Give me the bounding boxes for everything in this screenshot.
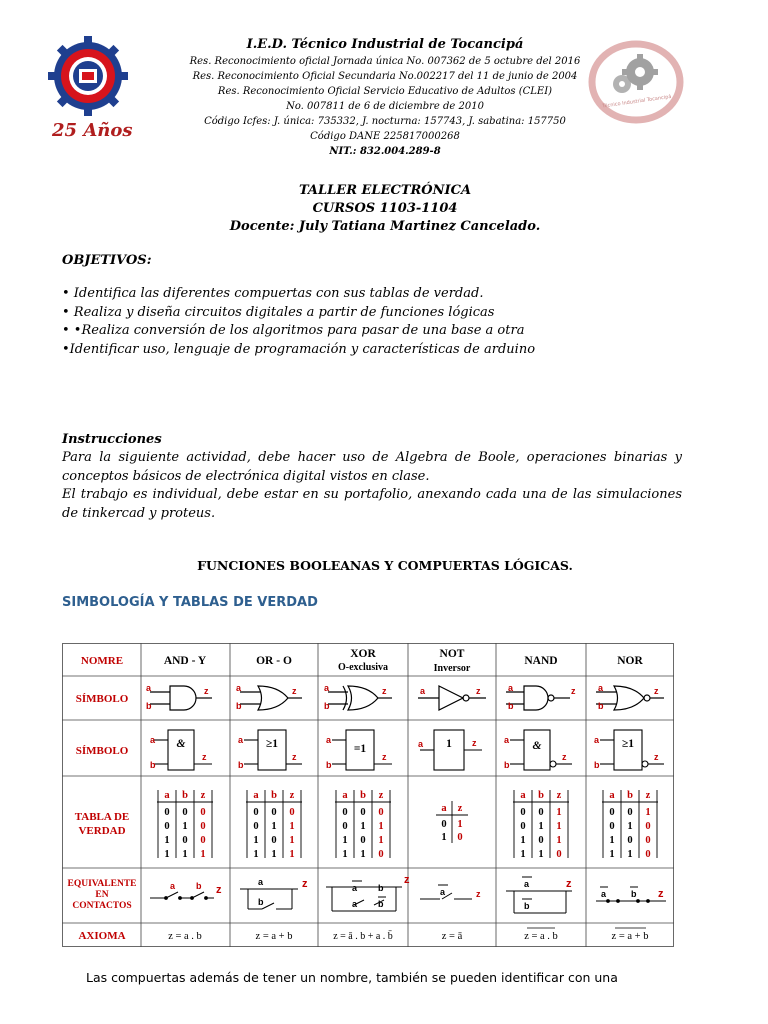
and-gate-icon [150, 686, 212, 710]
or-iec-icon [244, 730, 302, 770]
truth-cell-z: 1 [200, 849, 206, 860]
row-label-symbol: SÍMBOLO [75, 693, 129, 705]
row-label-contacts-2: EN [95, 890, 109, 900]
truth-header-b: b [627, 790, 633, 801]
axiom-not: z = ā [441, 931, 463, 942]
truth-header-b: b [182, 790, 188, 801]
truth-cell-b: 0 [627, 807, 633, 818]
contact-label-a: a [352, 899, 358, 909]
axiom-nor: z = a + b [611, 931, 649, 942]
truth-cell-z: 1 [289, 821, 295, 832]
instructions-paragraph: Para la siguiente actividad, debe hacer uso de Algebra de Boole, operaciones binarias y conceptos básicos de electrónica digital vistos en clase. [62, 450, 682, 484]
institution-header [170, 36, 600, 159]
iec-symbol-nand: & [532, 740, 542, 752]
contact-label-b-bar: b [524, 901, 530, 911]
axiom-nand: z = a . b [524, 931, 558, 942]
pin-a: a [236, 683, 242, 693]
logic-gates-table [62, 643, 674, 947]
not-truth-cell-a: 0 [441, 819, 447, 830]
truth-cell-z: 0 [556, 849, 562, 860]
pin-z: z [472, 738, 477, 748]
institution-name: I.E.D. Técnico Industrial de Tocancipá [246, 37, 524, 52]
pin-b: b [150, 760, 156, 770]
truth-cell-a: 0 [253, 807, 259, 818]
pin-a: a [326, 735, 332, 745]
truth-cell-b: 1 [182, 849, 188, 860]
anniversary-caption: 25 Años [52, 120, 133, 141]
truth-cell-z: 0 [200, 821, 206, 832]
truth-cell-b: 1 [627, 849, 633, 860]
truth-cell-a: 1 [342, 849, 348, 860]
truth-cell-b: 0 [360, 807, 366, 818]
xor-contacts-icon [326, 881, 402, 911]
header-line: Código DANE 225817000268 [310, 131, 460, 142]
contact-label-b-bar: b [631, 889, 637, 899]
pin-b: b [238, 760, 244, 770]
pin-z: z [204, 686, 209, 696]
pin-a: a [324, 683, 330, 693]
truth-cell-z: 0 [200, 835, 206, 846]
objectives-list [62, 285, 702, 359]
title-line: TALLER ELECTRÓNICA [298, 183, 472, 198]
instructions-body [62, 449, 682, 523]
pin-z: z [292, 752, 297, 762]
truth-cell-b: 0 [360, 835, 366, 846]
pin-z: z [382, 752, 387, 762]
truth-header-z: z [378, 790, 384, 801]
truth-header-a: a [253, 790, 259, 801]
pin-z: z [292, 686, 297, 696]
simbologia-title: SIMBOLOGÍA Y TABLAS DE VERDAD [62, 595, 318, 610]
truth-cell-b: 1 [271, 849, 277, 860]
pin-a: a [508, 683, 514, 693]
truth-cell-a: 1 [164, 835, 170, 846]
pin-z: z [562, 752, 567, 762]
truth-cell-a: 0 [609, 821, 615, 832]
truth-cell-b: 1 [538, 849, 544, 860]
truth-cell-z: 1 [289, 849, 295, 860]
row-label-axiom: AXIOMA [78, 930, 126, 942]
axiom-xor: z = ā . b + a . b̄ [333, 931, 393, 942]
contact-label-b-bar: b [378, 899, 384, 909]
col-head-nor: NOR [617, 655, 643, 667]
truth-header-a: a [520, 790, 526, 801]
truth-header-z: z [645, 790, 651, 801]
instructions-heading: Instrucciones [62, 432, 162, 447]
pin-z: z [654, 752, 659, 762]
truth-cell-a: 0 [520, 807, 526, 818]
school-logo-25-years [44, 36, 134, 151]
truth-cell-z: 0 [289, 807, 295, 818]
axiom-or: z = a + b [255, 931, 293, 942]
truth-cell-b: 0 [182, 807, 188, 818]
pin-a: a [150, 735, 156, 745]
objective-item: •Identificar uso, lenguaje de programación y características de arduino [62, 341, 536, 357]
pin-z: z [571, 686, 576, 696]
truth-cell-a: 1 [609, 849, 615, 860]
pin-b: b [324, 701, 330, 711]
not-truth-header-z: z [457, 803, 463, 814]
pin-b: b [598, 701, 604, 711]
truth-cell-z: 1 [378, 821, 384, 832]
truth-cell-b: 1 [627, 821, 633, 832]
contact-label-z: z [658, 888, 664, 900]
pin-b: b [146, 701, 152, 711]
teacher-line: Docente: July Tatiana Martinez Cancelado. [229, 219, 541, 234]
truth-cell-z: 0 [200, 807, 206, 818]
pin-a: a [594, 735, 600, 745]
col-sub-xor: O-exclusiva [338, 662, 388, 673]
pin-b: b [594, 760, 600, 770]
pin-a: a [146, 683, 152, 693]
col-head-or: OR - O [256, 655, 292, 667]
objectives-heading: OBJETIVOS: [62, 253, 152, 268]
truth-cell-b: 1 [182, 821, 188, 832]
axiom-and: z = a . b [168, 931, 202, 942]
truth-cell-b: 0 [182, 835, 188, 846]
row-label-contacts-3: CONTACTOS [72, 901, 132, 911]
truth-cell-z: 1 [645, 807, 651, 818]
truth-cell-a: 0 [609, 807, 615, 818]
row-label-truth-table-2: VERDAD [78, 825, 126, 837]
contact-label-b: b [196, 881, 202, 891]
nand-gate-icon [506, 686, 570, 710]
truth-cell-a: 1 [342, 835, 348, 846]
truth-header-z: z [200, 790, 206, 801]
iec-symbol-or: ≥1 [265, 738, 279, 750]
gears-watermark-icon [588, 38, 684, 126]
truth-header-a: a [164, 790, 170, 801]
contact-label-z: z [404, 874, 410, 886]
iec-symbol-xor: =1 [353, 743, 367, 755]
truth-cell-a: 0 [342, 807, 348, 818]
pin-a: a [418, 739, 424, 749]
truth-cell-a: 1 [520, 849, 526, 860]
row-label-truth-table: TABLA DE [74, 811, 130, 823]
footer-paragraph: Las compuertas además de tener un nombre, también se pueden identificar con una [86, 970, 618, 985]
truth-cell-b: 0 [538, 807, 544, 818]
not-truth-header-a: a [441, 803, 447, 814]
truth-cell-z: 1 [289, 835, 295, 846]
truth-cell-z: 1 [556, 821, 562, 832]
header-line: Res. Reconocimiento Oficial Secundaria No.002217 del 11 de junio de 2004 [192, 71, 578, 82]
table-grid [62, 643, 674, 947]
truth-cell-a: 0 [342, 821, 348, 832]
truth-cell-a: 0 [164, 807, 170, 818]
truth-header-b: b [360, 790, 366, 801]
pin-a: a [420, 686, 426, 696]
truth-header-a: a [609, 790, 615, 801]
header-line: Res. Reconocimiento oficial Jornada única No. 007362 de 5 octubre del 2016 [189, 56, 581, 67]
truth-cell-b: 1 [271, 821, 277, 832]
watermark-caption: Técnico Industrial Tocancipá [601, 93, 672, 110]
contact-label-z: z [476, 889, 481, 899]
truth-cell-b: 0 [627, 835, 633, 846]
nit-line: NIT.: 832.004.289-8 [329, 146, 441, 157]
truth-header-b: b [271, 790, 277, 801]
row-label-symbol-iec: SÍMBOLO [75, 745, 129, 757]
col-head-xor: XOR [350, 648, 376, 660]
instructions-paragraph: El trabajo es individual, debe estar en su portafolio, anexando cada una de las simulaciones de tinkercad y proteus. [62, 487, 682, 521]
truth-cell-z: 0 [378, 849, 384, 860]
contact-label-z: z [566, 878, 572, 890]
not-iec-icon [420, 730, 482, 770]
and-contacts-icon [150, 892, 214, 899]
truth-header-z: z [289, 790, 295, 801]
truth-cell-z: 0 [378, 807, 384, 818]
header-line: No. 007811 de 6 de diciembre de 2010 [286, 101, 484, 112]
truth-cell-b: 0 [538, 835, 544, 846]
contact-label-a-bar: a [352, 883, 358, 893]
iec-symbol-and: & [176, 738, 186, 750]
iec-symbol-not: 1 [446, 738, 452, 750]
contact-label-b: b [258, 897, 264, 907]
pin-b: b [236, 701, 242, 711]
truth-cell-z: 0 [645, 821, 651, 832]
header-line: Res. Reconocimiento Oficial Servicio Educativo de Adultos (CLEI) [217, 86, 553, 97]
pin-z: z [382, 686, 387, 696]
truth-cell-a: 1 [253, 835, 259, 846]
not-truth-cell-z: 1 [457, 819, 463, 830]
not-contacts-icon [420, 885, 472, 899]
contact-label-z: z [216, 884, 222, 896]
pin-z: z [654, 686, 659, 696]
contact-label-a-bar: a [601, 889, 607, 899]
section-title: FUNCIONES BOOLEANAS Y COMPUERTAS LÓGICAS. [197, 558, 573, 573]
truth-tables [157, 790, 658, 860]
contact-label-a: a [258, 877, 264, 887]
pin-z: z [476, 686, 481, 696]
truth-cell-a: 1 [164, 849, 170, 860]
pin-b: b [504, 760, 510, 770]
truth-header-a: a [342, 790, 348, 801]
truth-cell-b: 1 [360, 821, 366, 832]
objective-item: • •Realiza conversión de los algoritmos para pasar de una base a otra [62, 323, 525, 338]
contact-label-z: z [302, 878, 308, 890]
contact-label-a-bar: a [440, 887, 446, 897]
row-label-name: NOMRE [80, 655, 124, 667]
iec-symbol-nor: ≥1 [621, 738, 635, 750]
nor-iec-icon [600, 730, 664, 770]
truth-cell-a: 0 [164, 821, 170, 832]
header-line: Código Icfes: J. única: 735332, J. nocturna: 157743, J. sabatina: 157750 [204, 116, 566, 127]
courses-line: CURSOS 1103-1104 [312, 201, 458, 216]
truth-cell-a: 1 [253, 849, 259, 860]
truth-cell-z: 1 [378, 835, 384, 846]
truth-header-b: b [538, 790, 544, 801]
school-watermark-logo [588, 38, 684, 126]
pin-z: z [202, 752, 207, 762]
pin-b: b [326, 760, 332, 770]
col-head-and: AND - Y [163, 655, 207, 667]
truth-cell-z: 0 [645, 835, 651, 846]
truth-cell-z: 1 [556, 807, 562, 818]
contact-label-a-bar: a [524, 879, 530, 889]
truth-cell-b: 1 [538, 821, 544, 832]
truth-cell-a: 0 [520, 821, 526, 832]
or-contacts-icon [240, 889, 298, 909]
not-truth-cell-a: 1 [441, 832, 447, 843]
objective-item: • Identifica las diferentes compuertas con sus tablas de verdad. [62, 286, 484, 301]
contact-label-b: b [378, 883, 384, 893]
truth-cell-b: 1 [360, 849, 366, 860]
nand-contacts-icon [506, 877, 572, 913]
col-head-not: NOT [439, 648, 465, 660]
truth-cell-a: 0 [253, 821, 259, 832]
truth-header-z: z [556, 790, 562, 801]
truth-cell-z: 0 [645, 849, 651, 860]
contact-label-a: a [170, 881, 176, 891]
and-iec-icon [154, 730, 212, 770]
pin-a: a [598, 683, 604, 693]
workshop-title [150, 182, 620, 236]
not-truth-cell-z: 0 [457, 832, 463, 843]
objective-item: • Realiza y diseña circuitos digitales a partir de funciones lógicas [62, 304, 495, 320]
truth-cell-b: 0 [271, 807, 277, 818]
row-label-contacts: EQUIVALENTE [67, 879, 137, 889]
pin-b: b [508, 701, 514, 711]
truth-cell-b: 0 [271, 835, 277, 846]
col-head-nand: NAND [524, 655, 558, 667]
pin-a: a [238, 735, 244, 745]
col-sub-not: Inversor [433, 663, 471, 674]
truth-cell-a: 1 [520, 835, 526, 846]
truth-cell-a: 1 [609, 835, 615, 846]
pin-a: a [504, 735, 510, 745]
truth-cell-z: 1 [556, 835, 562, 846]
